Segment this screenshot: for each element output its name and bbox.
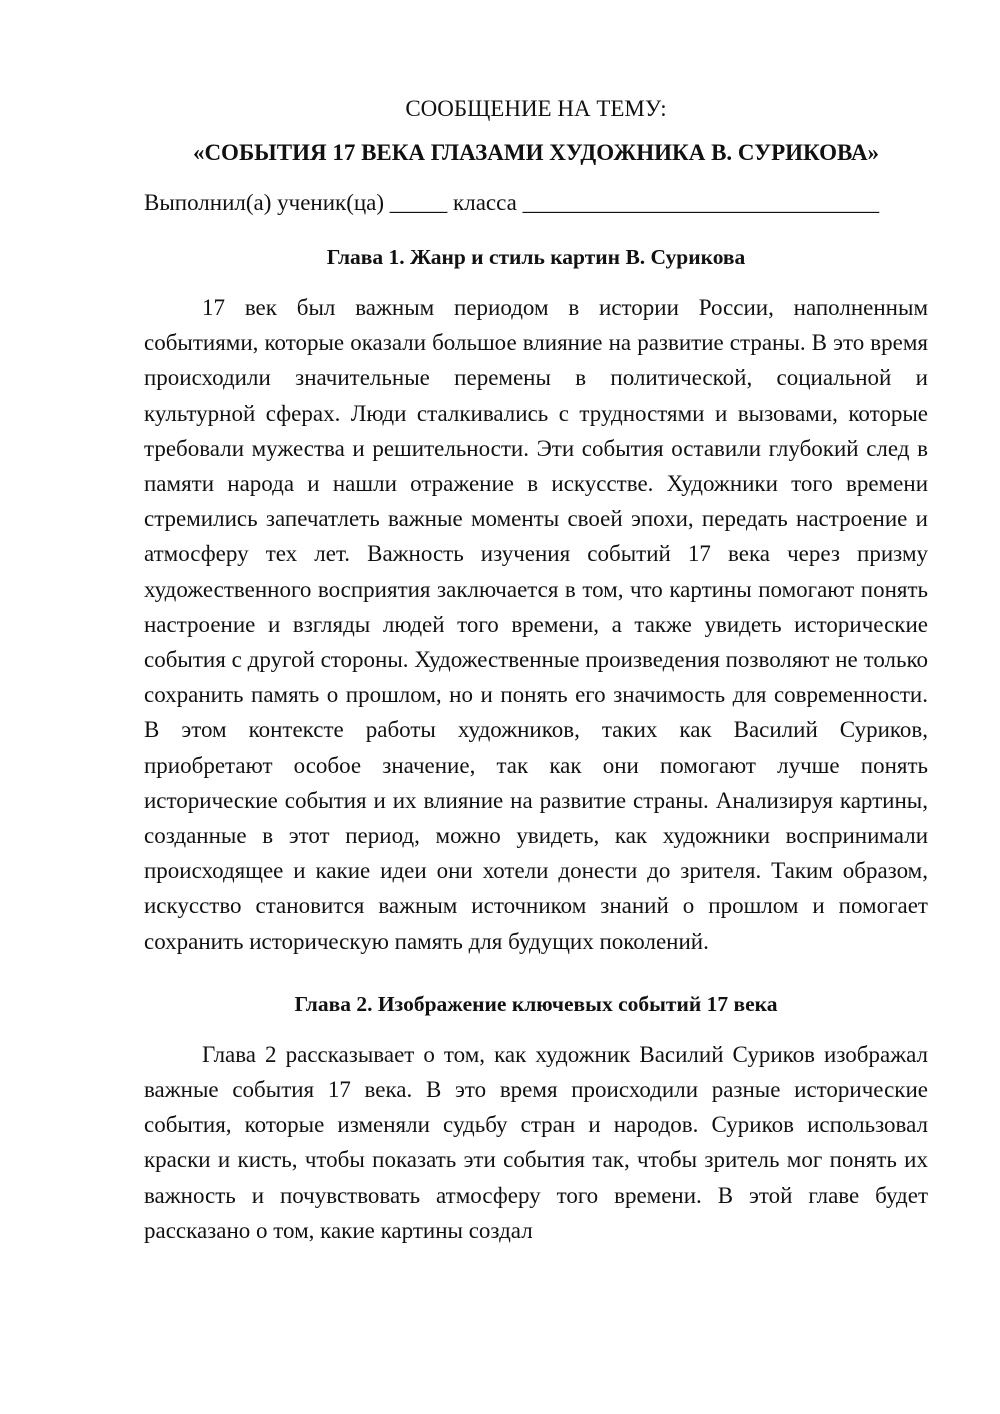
chapter-1 [144,240,928,959]
chapter-2-paragraph: Глава 2 рассказывает о том, как художник Василий Суриков изображал важные события 17 века. В это время происходили разные исторические события, которые изменяли судьбу стран и народов. Суриков использовал краски и кисть, чтобы показать эти события так, чтобы зритель мог понять их важность и почувствовать атмосферу того времени. В этой главе будет рассказано о том, какие картины создал [144,1041,928,1243]
author-line: Выполнил(а) ученик(ца) _____ класса _______________________________ [144,190,880,215]
chapter-1-paragraph: 17 век был важным периодом в истории России, наполненным событиями, которые оказали большое влияние на развитие страны. В это время происходили значительные перемены в политической, социальной и культурной сферах. Люди сталкивались с трудностями и вызовами, которые требовали мужества и решительности. Эти события оставили глубокий след в памяти народа и нашли отражение в искусстве. Художники того времени стремились запечатлеть важные моменты своей эпохи, передать настроение и атмосферу тех лет. Важность изучения событий 17 века через призму художественного восприятия заключается в том, что картины помогают понять настроение и взгляды людей того времени, а также увидеть исторические события с другой стороны. Художественные произведения позволяют не только сохранить память о прошлом, но и понять его значимость для современности. В этом контексте работы художников, таких как Василий Суриков, приобретают особое значение, так как они помогают лучше понять исторические события и их влияние на развитие страны. Анализируя картины, созданные в этот период, можно увидеть, как художники воспринимали происходящее и какие идеи они хотели донести до зрителя. Таким образом, искусство становится важным источником знаний о прошлом и помогает сохранить историческую память для будущих поколений. [144,295,928,954]
chapter-2-title: Глава 2. Изображение ключевых событий 17 века [294,991,778,1016]
document-title: «СОБЫТИЯ 17 ВЕКА ГЛАЗАМИ ХУДОЖНИКА В. СУРИКОВА» [192,140,880,165]
chapter-2 [144,987,928,1248]
chapter-1-title: Глава 1. Жанр и стиль картин В. Сурикова [326,245,746,269]
document-subject-label: СООБЩЕНИЕ НА ТЕМУ: [405,96,667,121]
